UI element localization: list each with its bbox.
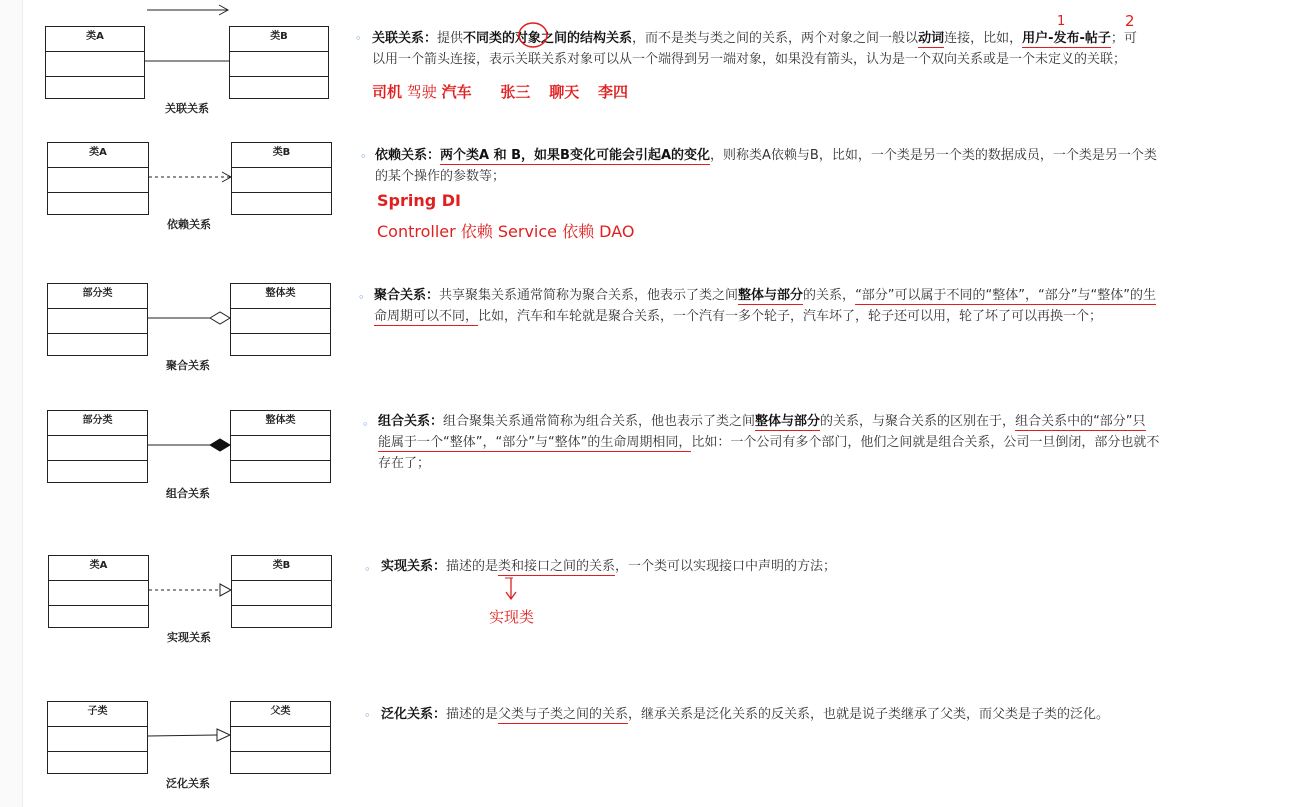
desc-bold-underlined: 两个类A 和 B，如果B变化可能会引起A的变化	[440, 148, 711, 163]
bullet-icon: ◦	[358, 291, 365, 304]
diagram-caption: 实现关系	[167, 631, 211, 644]
uml-whole-class	[230, 283, 331, 356]
uml-attributes	[232, 581, 331, 606]
desc-text: ，一个类可以实现接口中声明的方法；	[615, 559, 837, 574]
uml-child-class	[47, 701, 148, 774]
annotation-text: Spring DI	[377, 191, 461, 210]
annotation-text: 汽车	[441, 83, 472, 101]
handwritten-mark: 2	[1125, 12, 1135, 30]
desc-text: 的关系，与聚合关系的区别在于，	[820, 414, 1016, 429]
arrowhead-icon	[219, 5, 228, 15]
desc-text: 的关系，	[803, 288, 856, 303]
desc-title: 关联关系：	[372, 31, 438, 46]
annotation-text: 驾驶	[406, 83, 437, 101]
desc-text: 共享聚集关系通常简称为聚合关系，他表示了类之间	[439, 288, 739, 303]
uml-attributes	[231, 436, 330, 461]
dependency-description	[375, 145, 1185, 187]
desc-bold-underlined: 动词	[918, 31, 945, 46]
desc-bold-underlined: 用户-发布-帖子	[1022, 31, 1111, 46]
bullet-icon: ◦	[364, 709, 371, 722]
desc-bold-underlined: 整体与部分	[738, 288, 804, 303]
bullet-icon: ◦	[360, 150, 367, 163]
uml-class-name: 类A	[48, 143, 148, 168]
diagram-caption: 泛化关系	[166, 777, 210, 790]
uml-class-name: 类B	[232, 556, 331, 581]
desc-text: ；可	[1110, 31, 1137, 46]
annotation-text: Controller 依赖 Service 依赖 DAO	[377, 222, 635, 241]
open-arrowhead-icon	[222, 172, 231, 182]
uml-class-name: 部分类	[48, 411, 147, 436]
annotation-text: 实现类	[489, 608, 535, 626]
bullet-icon: ◦	[362, 418, 369, 431]
bullet-icon: ◦	[355, 32, 362, 45]
uml-whole-class	[230, 410, 331, 483]
desc-underlined: 命周期可以不同，	[374, 309, 479, 324]
uml-class-name: 类A	[49, 556, 148, 581]
uml-class-b	[231, 142, 332, 215]
diagram-caption: 依赖关系	[167, 218, 211, 231]
arrowhead-icon	[506, 592, 516, 599]
uml-attributes	[231, 727, 330, 752]
uml-parent-class	[230, 701, 331, 774]
generalization-description	[381, 704, 1181, 725]
uml-attributes	[48, 168, 148, 193]
desc-underlined: 类和接口之间的关系	[498, 559, 616, 574]
uml-class-name: 部分类	[48, 284, 147, 309]
uml-class-a	[45, 26, 145, 99]
uml-class-b	[229, 26, 329, 99]
uml-class-name: 父类	[231, 702, 330, 727]
uml-class-name: 类B	[232, 143, 331, 168]
uml-attributes	[49, 581, 148, 606]
desc-text: 的某个操作的参数等；	[375, 169, 506, 184]
desc-text: 比如，汽车和车轮就是聚合关系，一个汽有一多个轮子，汽车坏了，轮子还可以用，轮了坏了可以再换一个；	[478, 309, 1103, 324]
desc-title: 泛化关系：	[381, 707, 447, 722]
desc-underlined: 能属于一个“整体”，“部分”与“整体”的生命周期相同，	[378, 435, 692, 450]
desc-text: 以用一个箭头连接，表示关联关系对象可以从一个端得到另一端对象，如果没有箭头，认为是一个双向关系或是一个未定义的关联；	[372, 52, 1127, 67]
association-description	[372, 28, 1182, 70]
uml-class-name: 整体类	[231, 284, 330, 309]
left-margin	[0, 0, 23, 807]
uml-class-name: 子类	[48, 702, 147, 727]
desc-title: 组合关系：	[378, 414, 444, 429]
desc-title: 实现关系：	[381, 559, 447, 574]
desc-text: 提供	[437, 31, 464, 46]
annotation-text: 李四	[597, 83, 628, 101]
realization-description	[381, 556, 1181, 577]
annotation-examples	[372, 81, 628, 102]
uml-class-a	[48, 555, 149, 628]
uml-class-name: 类A	[46, 27, 144, 52]
desc-text: 描述的是	[446, 707, 499, 722]
desc-text: 组合聚集关系通常简称为组合关系，他也表示了类之间	[443, 414, 756, 429]
desc-text: 描述的是	[446, 559, 499, 574]
hollow-triangle-icon	[220, 584, 231, 596]
desc-text: ，继承关系是泛化关系的反关系，也就是说子类继承了父类，而父类是子类的泛化。	[628, 707, 1110, 722]
desc-text: 连接，比如，	[944, 31, 1023, 46]
handwritten-mark: 1	[1057, 14, 1066, 29]
uml-part-class	[47, 410, 148, 483]
uml-attributes	[232, 168, 331, 193]
diagram-caption: 聚合关系	[166, 359, 210, 372]
hollow-triangle-icon	[217, 729, 230, 741]
composition-description	[378, 411, 1188, 474]
annotation-text: 张三	[500, 83, 531, 101]
uml-class-b	[231, 555, 332, 628]
diagram-caption: 关联关系	[165, 102, 209, 115]
desc-text: 比如：一个公司有多个部门，他们之间就是组合关系，公司一旦倒闭，部分也就不	[691, 435, 1160, 450]
desc-title: 依赖关系：	[375, 148, 441, 163]
desc-underlined: 父类与子类之间的关系	[498, 707, 629, 722]
diagram-caption: 组合关系	[166, 487, 210, 500]
uml-attributes	[48, 309, 147, 334]
desc-underlined: “部分”可以属于不同的“整体”，“部分”与“整体”的生	[855, 288, 1156, 303]
uml-attributes	[46, 52, 144, 77]
generalization-line	[148, 735, 217, 736]
uml-part-class	[47, 283, 148, 356]
uml-attributes	[230, 52, 328, 77]
hollow-diamond-icon	[210, 312, 230, 324]
desc-bold: 不同类的对象之间的结构关系	[463, 31, 633, 46]
uml-class-name: 类B	[230, 27, 328, 52]
desc-text: 存在了；	[378, 456, 431, 471]
desc-bold-underlined: 整体与部分	[755, 414, 821, 429]
annotation-text: 司机	[372, 83, 403, 101]
filled-diamond-icon	[210, 439, 230, 451]
uml-attributes	[231, 309, 330, 334]
aggregation-description	[374, 285, 1186, 327]
desc-underlined: 组合关系中的“部分”只	[1015, 414, 1146, 429]
desc-title: 聚合关系：	[374, 288, 440, 303]
annotation-text: 聊天	[549, 83, 580, 101]
uml-class-name: 整体类	[231, 411, 330, 436]
uml-attributes	[48, 727, 147, 752]
desc-text: ，则称类A依赖与B，比如，一个类是另一个类的数据成员，一个类是另一个类	[710, 148, 1157, 163]
bullet-icon: ◦	[364, 563, 371, 576]
desc-text: ，而不是类与类之间的关系，两个对象之间一般以	[632, 31, 919, 46]
uml-attributes	[48, 436, 147, 461]
uml-class-a	[47, 142, 149, 215]
